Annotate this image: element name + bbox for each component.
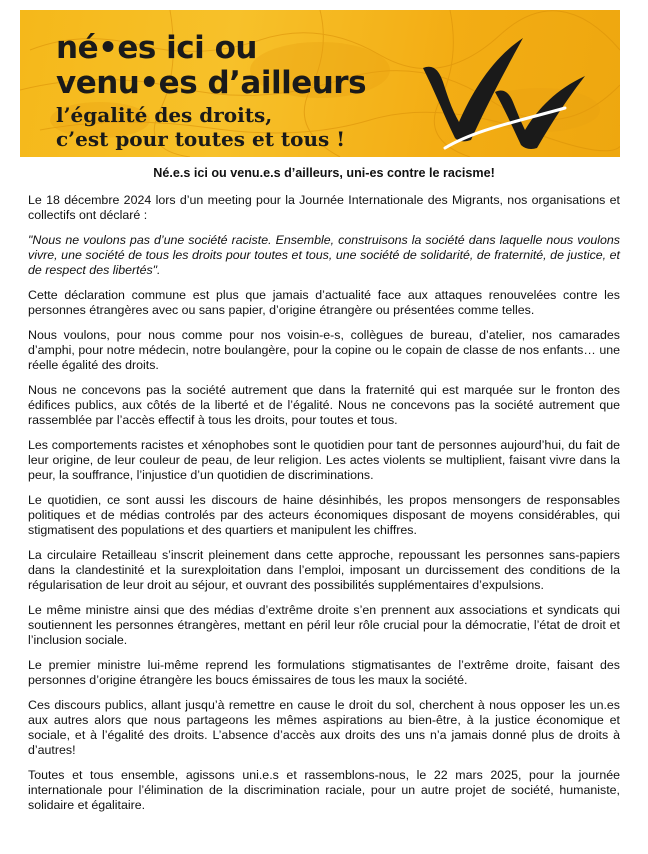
- paragraph: Le premier ministre lui-même reprend les formulations stigmatisantes de l’extrême droite, faisant des personnes d’origine étrangère les boucs émissaires de tous les maux la société.: [28, 658, 620, 687]
- paragraph: Le 18 décembre 2024 lors d’un meeting pour la Journée Internationale des Migrants, nos organisations et collectifs ont déclaré :: [28, 193, 620, 222]
- paragraph: Nous ne concevons pas la société autrement que dans la fraternité qui est marquée sur le fronton des édifices publics, aux côtés de la liberté et de l’égalité. Nous ne concevons pas la société autrement que rassemblée par l’accès effectif à tous les droits, pour toutes et tous.: [28, 383, 620, 427]
- banner-title-line2: venu•es d’ailleurs: [56, 65, 367, 101]
- article-headline: Né.e.s ici ou venu.e.s d’ailleurs, uni-es contre le racisme!: [153, 166, 495, 180]
- banner-subtitle-line2: c’est pour toutes et tous !: [56, 127, 346, 151]
- paragraph: Nous voulons, pour nous comme pour nos voisin-e-s, collègues de bureau, d’atelier, nos camarades d’amphi, pour notre médecin, notre boulangère, pour la copine ou le copain de classe de nos enfants… une réelle égalité des droits.: [28, 328, 620, 372]
- paragraph: Les comportements racistes et xénophobes sont le quotidien pour tant de personnes aujourd’hui, du fait de leur origine, de leur couleur de peau, de leur religion. Les actes violents se multiplient, faisant vivre dans la peur, la souffrance, l’injustice d’un quotidien de discriminations.: [28, 438, 620, 482]
- paragraph: Ces discours publics, allant jusqu’à remettre en cause le droit du sol, cherchent à nous opposer les un.es aux autres alors que nous partageons les mêmes aspirations au bien-être, à la justice économique et sociale, et à l’égalité des droits. L’absence d’accès aux droits des uns n’a jamais donné plus de droits à d’autres!: [28, 698, 620, 757]
- banner-subtitle-line1: l’égalité des droits,: [56, 103, 273, 127]
- paragraph: Toutes et tous ensemble, agissons uni.e.s et rassemblons-nous, le 22 mars 2025, pour la journée internationale pour l’élimination de la discrimination raciale, pour un autre projet de société, humaniste, solidaire et égalitaire.: [28, 768, 620, 812]
- paragraph: La circulaire Retailleau s’inscrit pleinement dans cette approche, repoussant les personnes sans-papiers dans la clandestinité et la surexploitation dans l’emploi, imposant un durcissement des conditions de la régularisation de leur droit au séjour, et ouvrant des possibilités supplémentaires d’expulsions.: [28, 548, 620, 592]
- article-body: [28, 166, 620, 823]
- paragraph: Cette déclaration commune est plus que jamais d’actualité face aux attaques renouvelées contre les personnes étrangères avec ou sans papier, d’origine étrangère ou présentées comme telles.: [28, 288, 620, 317]
- header-banner: [20, 10, 620, 157]
- check-marks-icon: [415, 30, 595, 150]
- quote-paragraph: "Nous ne voulons pas d’une société raciste. Ensemble, construisons la société dans laquelle nous voulons vivre, une société de tous les droits pour toutes et tous, une société de solidarité, de fraternité, de justice, et de respect des libertés".: [28, 233, 620, 277]
- paragraph: Le quotidien, ce sont aussi les discours de haine désinhibés, les propos mensongers de responsables politiques et de médias controlés par des acteurs économiques disposant de moyens considérables, qui stigmatisent des populations et des quartiers et manipulent les chiffres.: [28, 493, 620, 537]
- paragraph: Le même ministre ainsi que des médias d’extrême droite s’en prennent aux associations et syndicats qui soutiennent les personnes étrangères, mettant en péril leur rôle crucial pour la démocratie, l’état de droit et l’inclusion sociale.: [28, 603, 620, 647]
- banner-title-line1: né•es ici ou: [56, 30, 257, 66]
